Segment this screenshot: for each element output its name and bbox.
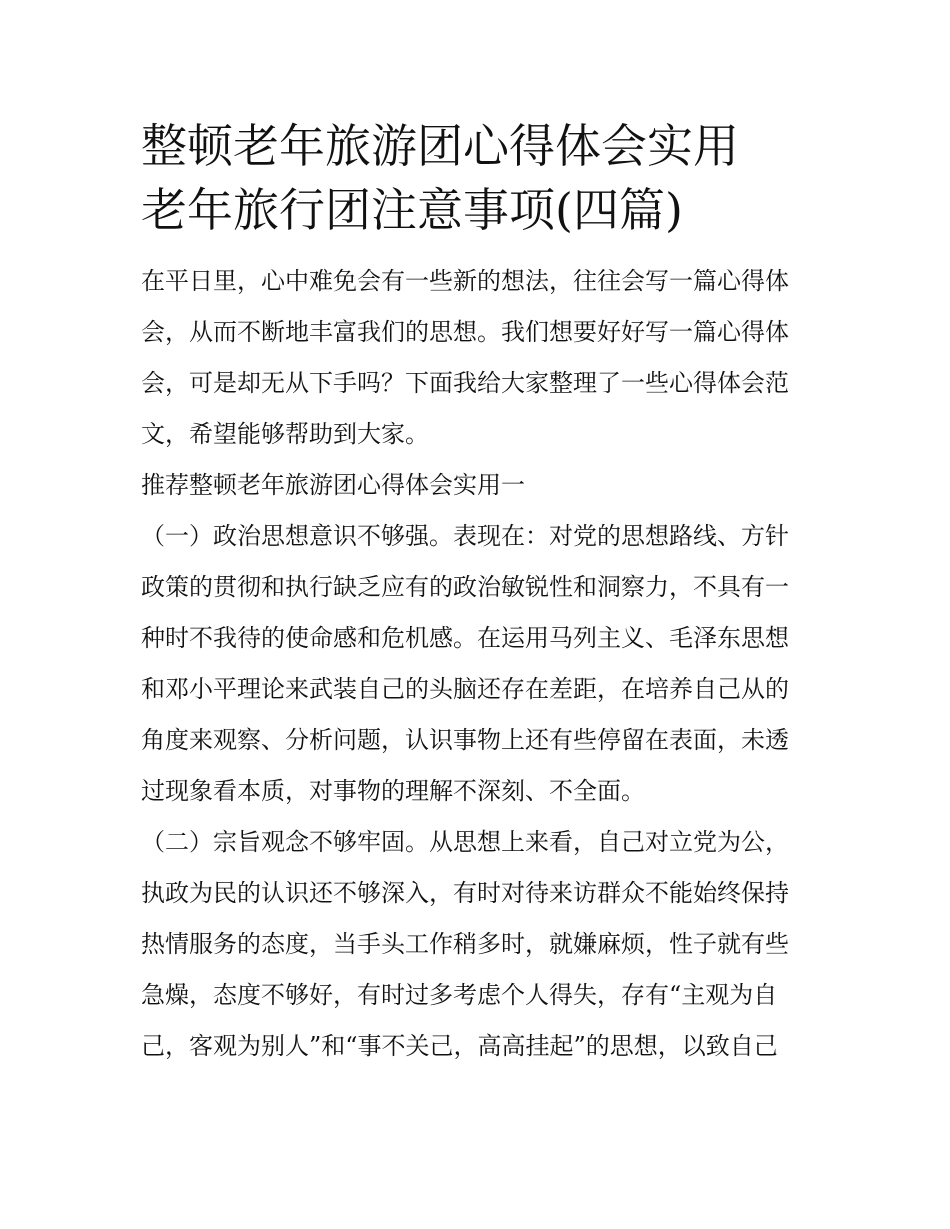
intro-line: 在平日里，心中难免会有一些新的想法，往往会写一篇心得体 xyxy=(141,267,789,295)
point-one-line: 角度来观察、分析问题，认识事物上还有些停留在表面，未透 xyxy=(141,726,789,754)
intro-line: 文，希望能够帮助到大家。 xyxy=(141,420,429,448)
point-one-line: 政策的贯彻和执行缺乏应有的政治敏锐性和洞察力，不具有一 xyxy=(141,573,789,601)
point-one-line: （一）政治思想意识不够强。表现在：对党的思想路线、方针 xyxy=(141,522,789,550)
title-line-2: 老年旅行团注意事项(四篇) xyxy=(141,183,683,237)
point-one-line: 和邓小平理论来武装自己的头脑还存在差距，在培养自己从的 xyxy=(141,675,789,703)
point-two-line: 急燥，态度不够好，有时过多考虑个人得失，存有“主观为自 xyxy=(141,981,778,1009)
document-body xyxy=(141,114,813,1072)
point-one-line: 过现象看本质，对事物的理解不深刻、不全面。 xyxy=(141,777,645,805)
intro-line: 会，可是却无从下手吗？下面我给大家整理了一些心得体会范 xyxy=(141,369,789,397)
title-line-1: 整顿老年旅游团心得体会实用 xyxy=(141,119,739,173)
intro-paragraph xyxy=(141,256,813,460)
point-two-line: 执政为民的认识还不够深入，有时对待来访群众不能始终保持 xyxy=(141,879,789,907)
point-two-line: 热情服务的态度，当手头工作稍多时，就嫌麻烦，性子就有些 xyxy=(141,930,789,958)
intro-line: 会，从而不断地丰富我们的思想。我们想要好好写一篇心得体 xyxy=(141,318,789,346)
point-two-line: （二）宗旨观念不够牢固。从思想上来看，自己对立党为公， xyxy=(141,828,789,856)
point-one-paragraph xyxy=(141,511,813,817)
document-title xyxy=(141,114,813,242)
section-heading: 推荐整顿老年旅游团心得体会实用一 xyxy=(141,471,525,499)
point-two-line: 己，客观为别人”和“事不关己，高高挂起”的思想，以致自己 xyxy=(141,1032,778,1060)
point-one-line: 种时不我待的使命感和危机感。在运用马列主义、毛泽东思想 xyxy=(141,624,789,652)
point-two-paragraph xyxy=(141,817,813,1072)
